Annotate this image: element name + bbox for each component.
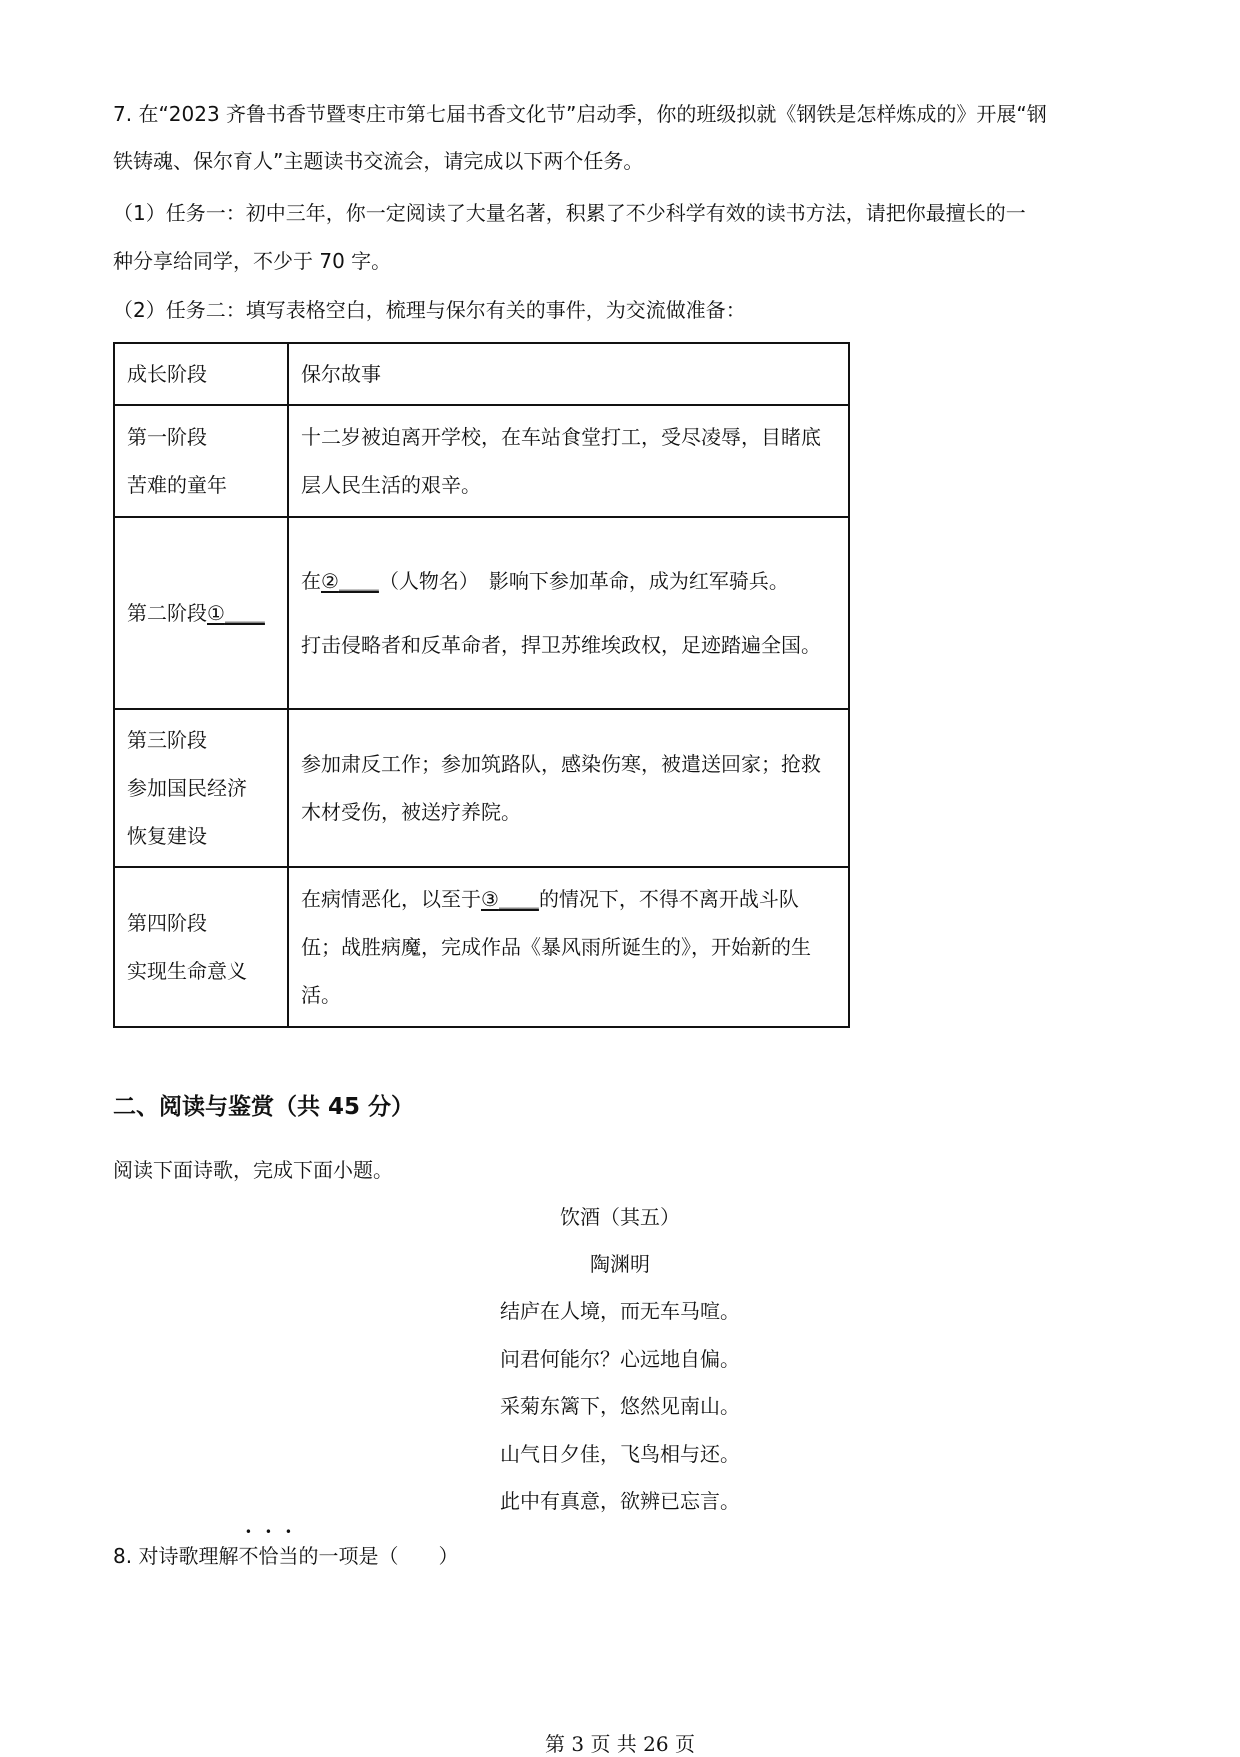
- table-row: [114, 867, 849, 1027]
- story-cell: 十二岁被迫离开学校，在车站食堂打工，受尽凌辱，目睹底层人民生活的艰辛。: [288, 405, 849, 517]
- blank-2[interactable]: ②＿＿: [321, 569, 379, 593]
- page-number: 第 3 页 共 26 页: [545, 1732, 695, 1756]
- q7-task1-line2: 种分享给同学，不少于 70 字。: [113, 249, 392, 273]
- emphasis-char: 恰: [258, 1544, 279, 1568]
- story-cell: 在②＿＿（人物名） 影响下参加革命，成为红军骑兵。 打击侵略者和反革命者，捍卫苏维埃政权，足迹踏遍全国。: [288, 517, 849, 709]
- poem-line: 结庐在人境，而无车马喧。: [500, 1299, 740, 1323]
- pavel-stages-table: [113, 342, 850, 1028]
- table-row: [114, 517, 849, 709]
- q7-intro-line1: 7. 在“2023 齐鲁书香节暨枣庄市第七届书香文化节”启动季，你的班级拟就《钢铁是怎样炼成的》开展“钢: [113, 102, 1047, 126]
- stage-cell: 第一阶段 苦难的童年: [114, 405, 288, 517]
- story-cell: 参加肃反工作；参加筑路队，感染伤寒，被遣送回家；抢救木材受伤，被送疗养院。: [288, 709, 849, 867]
- table-row: [114, 405, 849, 517]
- emphasis-char: 不: [238, 1544, 259, 1568]
- story-cell: 在病情恶化，以至于③＿＿的情况下，不得不离开战斗队伍；战胜病魔，完成作品《暴风雨所诞生的》，开始新的生活。: [288, 867, 849, 1027]
- section-heading: 二、阅读与鉴赏（共 45 分）: [113, 1094, 415, 1120]
- header-stage: 成长阶段: [114, 343, 288, 405]
- table-row: [114, 709, 849, 867]
- table-header-row: [114, 343, 849, 405]
- blank-3[interactable]: ③＿＿: [481, 887, 539, 911]
- reading-instruction: 阅读下面诗歌，完成下面小题。: [113, 1158, 393, 1182]
- q7-intro-line2: 铁铸魂、保尔育人”主题读书交流会，请完成以下两个任务。: [113, 149, 644, 173]
- poem-line: 此中有真意，欲辨已忘言。: [500, 1489, 740, 1513]
- q7-task1-line1: （1）任务一：初中三年，你一定阅读了大量名著，积累了不少科学有效的读书方法，请把你最擅长的一: [113, 201, 1026, 225]
- poem-title: 饮酒（其五）: [560, 1205, 680, 1229]
- q8-stem: 8. 对诗歌理解不恰当的一项是（ ）: [113, 1544, 459, 1568]
- emphasis-char: 当: [278, 1544, 299, 1568]
- poem-line: 问君何能尔？心远地自偏。: [500, 1347, 740, 1371]
- stage-cell: 第三阶段 参加国民经济 恢复建设: [114, 709, 288, 867]
- stage-cell: 第二阶段①＿＿: [114, 517, 288, 709]
- poem-line: 山气日夕佳，飞鸟相与还。: [500, 1442, 740, 1466]
- blank-1[interactable]: ①＿＿: [207, 601, 265, 625]
- header-story: 保尔故事: [288, 343, 849, 405]
- poem-author: 陶渊明: [590, 1252, 650, 1276]
- poem-line: 采菊东篱下，悠然见南山。: [500, 1394, 740, 1418]
- stage-cell: 第四阶段 实现生命意义: [114, 867, 288, 1027]
- q7-task2: （2）任务二：填写表格空白，梳理与保尔有关的事件，为交流做准备：: [113, 298, 746, 322]
